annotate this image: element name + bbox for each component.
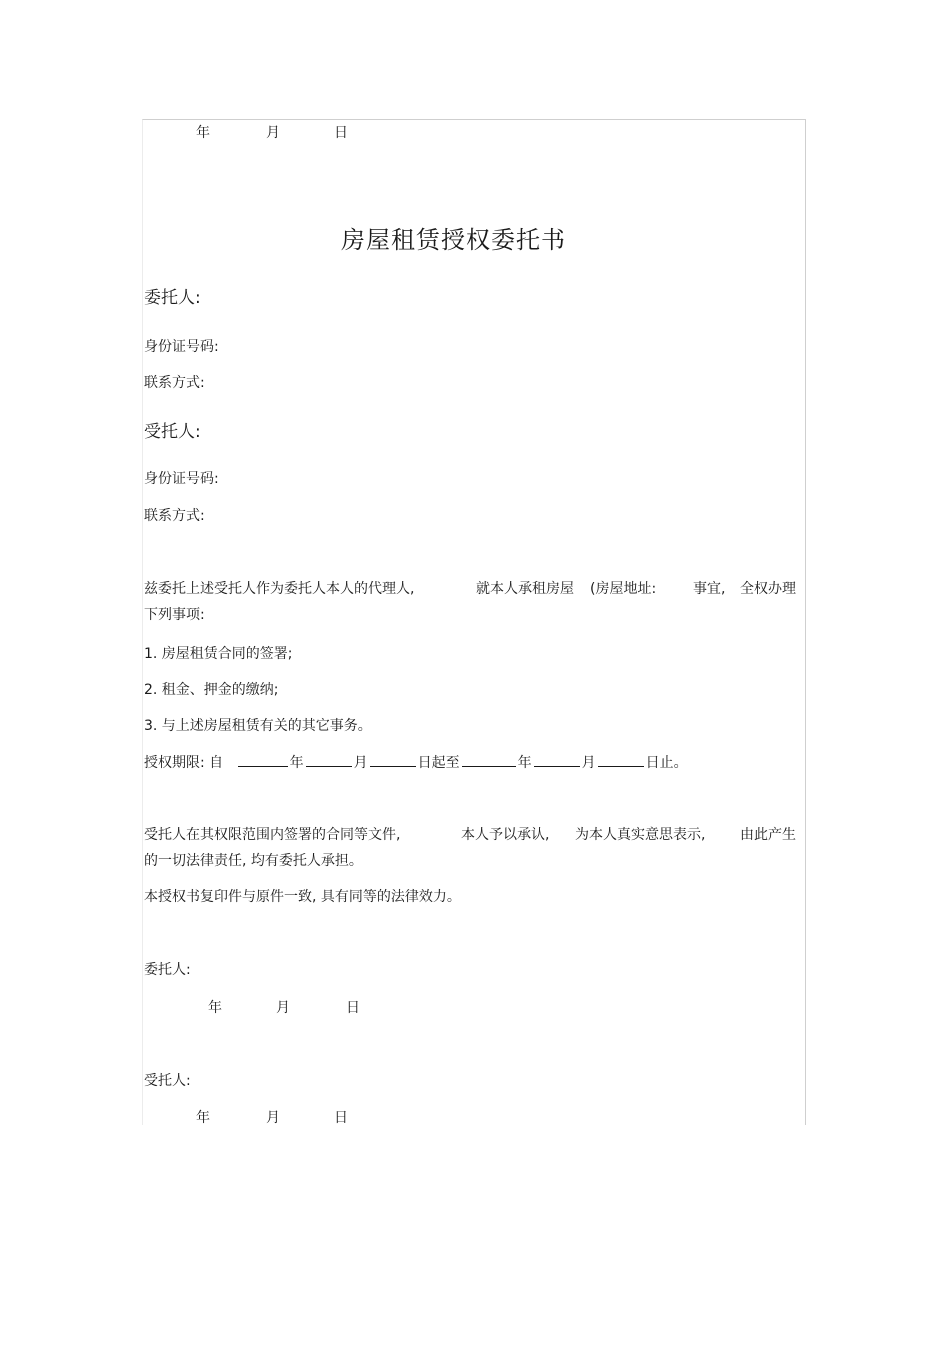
document-title: 房屋租赁授权委托书 <box>341 226 566 254</box>
para1-part-b: 就本人承租房屋 <box>476 581 574 597</box>
para1-line2: 下列事项: <box>144 607 205 623</box>
para1-part-e: 全权办理 <box>740 581 796 597</box>
agent-contact-label: 联系方式: <box>144 508 205 524</box>
term-year2: 年 <box>517 755 532 771</box>
agent-label: 受托人: <box>144 422 201 442</box>
principal-contact-label: 联系方式: <box>144 375 205 391</box>
blank-month-start[interactable] <box>306 753 352 767</box>
term-year1: 年 <box>289 755 304 771</box>
para2-part-a: 受托人在其权限范围内签署的合同等文件, <box>144 827 401 843</box>
document-page <box>142 119 806 1125</box>
blank-year-end[interactable] <box>462 753 516 767</box>
principal-id-label: 身份证号码: <box>144 339 219 355</box>
signature-agent-day: 日 <box>334 1110 348 1126</box>
principal-label: 委托人: <box>144 288 201 308</box>
term-day1: 日起至 <box>417 755 460 771</box>
blank-day-end[interactable] <box>598 753 644 767</box>
signature-principal-month: 月 <box>276 1000 290 1016</box>
para2-line2: 的一切法律责任, 均有委托人承担。 <box>144 853 363 869</box>
list-item: 1. 房屋租赁合同的签署; <box>144 646 293 662</box>
term-day2: 日止。 <box>645 755 688 771</box>
para2-part-c: 为本人真实意思表示, <box>575 827 706 843</box>
list-item: 2. 租金、押金的缴纳; <box>144 682 279 698</box>
term-month2: 月 <box>581 755 596 771</box>
term-month1: 月 <box>353 755 368 771</box>
signature-principal-label: 委托人: <box>144 962 191 978</box>
para1-part-d: 事宜, <box>693 581 726 597</box>
para2-part-b: 本人予以承认, <box>461 827 550 843</box>
para3: 本授权书复印件与原件一致, 具有同等的法律效力。 <box>144 889 461 905</box>
signature-principal-day: 日 <box>346 1000 360 1016</box>
para2-part-d: 由此产生 <box>740 827 796 843</box>
blank-month-end[interactable] <box>534 753 580 767</box>
blank-day-start[interactable] <box>370 753 416 767</box>
top-date-month: 月 <box>266 125 280 141</box>
term-label: 授权期限: 自 <box>144 755 224 771</box>
list-item: 3. 与上述房屋租赁有关的其它事务。 <box>144 718 372 734</box>
signature-agent-year: 年 <box>196 1110 210 1126</box>
agent-id-label: 身份证号码: <box>144 471 219 487</box>
para1-part-c: (房屋地址: <box>590 581 657 597</box>
signature-agent-label: 受托人: <box>144 1073 191 1089</box>
blank-year-start[interactable] <box>238 753 288 767</box>
para1-part-a: 兹委托上述受托人作为委托人本人的代理人, <box>144 581 415 597</box>
top-date-year: 年 <box>196 125 210 141</box>
signature-principal-year: 年 <box>208 1000 222 1016</box>
signature-agent-month: 月 <box>266 1110 280 1126</box>
authorization-term <box>144 753 688 772</box>
top-date-day: 日 <box>334 125 348 141</box>
